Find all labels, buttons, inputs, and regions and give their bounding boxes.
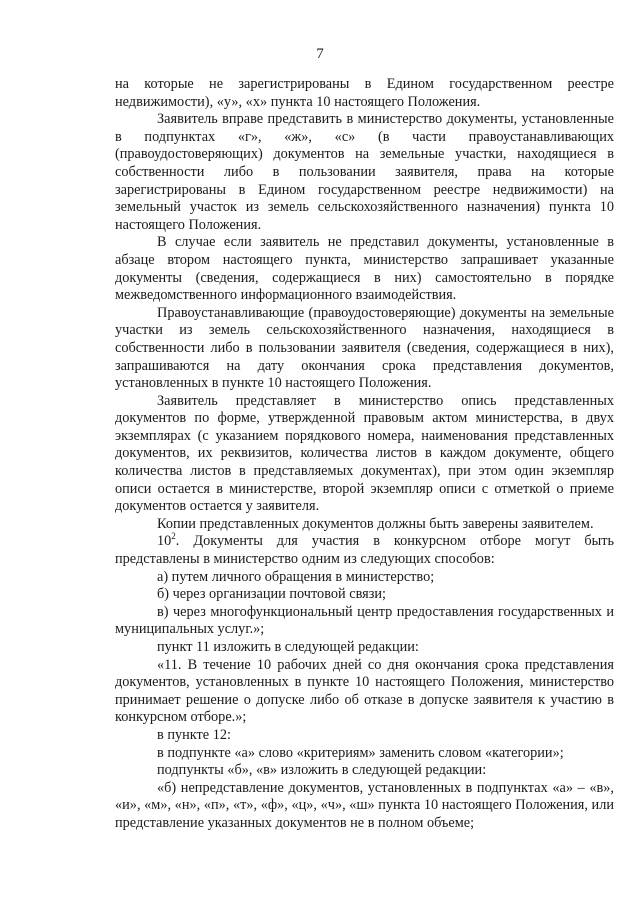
clause-text: . Документы для участия в конкурсном отборе могут быть представлены в министерство одним из следующих способов: [115,533,614,568]
paragraph: «11. В течение 10 рабочих дней со дня окончания срока представления документов, установленных в пункте 10 настоящего Положения, министерство принимает решение о допуске либо об отказе в допуске заявителя к участию в конкурсном отборе.»; [115,656,614,726]
paragraph: на которые не зарегистрированы в Едином государственном реестре недвижимости), «у», «х» пункта 10 настоящего Положения. [115,76,614,110]
clause-number: 10 [157,533,172,550]
list-item: а) путем личного обращения в министерство; [157,568,435,585]
paragraph: в пункте 12: [157,726,231,743]
paragraph: Заявитель вправе представить в министерство документы, установленные в подпунктах «г», «ж», «с» (в части правоустанавливающих (правоудостоверяющих) документов на земельные участки, находящиеся в собственности либо в пользовании заявителя, права на которые зарегистрированы в Едином государственном реестре недвижимости) на земельный участок из земель сельскохозяйственного назначения) пункта 10 настоящего Положения. [115,111,614,233]
paragraph: подпункты «б», «в» изложить в следующей редакции: [157,762,487,779]
paragraph: в подпункте «а» слово «критериям» заменить словом «категории»; [157,744,564,761]
document-body [115,76,614,833]
paragraph: Копии представленных документов должны быть заверены заявителем. [157,515,594,532]
list-item: в) через многофункциональный центр предоставления государственных и муниципальных услуг.»; [115,603,614,638]
paragraph: «б) непредставление документов, установленных в подпунктах «а» – «в», «и», «м», «н», «п», «т», «ф», «ц», «ч», «ш» пункта 10 настоящего Положения, или представление указанных документов не в полном объеме; [115,779,614,831]
clause-superscript: 2 [171,531,176,542]
paragraph: Правоустанавливающие (правоудостоверяющие) документы на земельные участки из земель сельскохозяйственного назначения, находящиеся в собственности либо в пользовании заявителя (сведения, содержащиеся в них), запрашиваются на дату окончания срока представления документов, установленных в пункте 10 настоящего Положения. [115,304,614,392]
paragraph-clause-number [115,533,614,568]
list-item: б) через организации почтовой связи; [157,586,386,603]
paragraph: Заявитель представляет в министерство опись представленных документов по форме, утвержденной правовым актом министерства, в двух экземплярах (с указанием порядкового номера, наименования представленных документов, их реквизитов, количества листов в каждом документе, общего количества листов в представляемых документах), при этом один экземпляр описи остается в министерстве, второй экземпляр описи с отметкой о приеме документов остается у заявителя. [115,392,614,515]
page-number: 7 [316,46,324,62]
paragraph: В случае если заявитель не представил документы, установленные в абзаце втором настоящего пункта, министерство запрашивает указанные документы (сведения, содержащиеся в них) самостоятельно в порядке межведомственного информационного взаимодействия. [115,234,614,304]
paragraph: пункт 11 изложить в следующей редакции: [157,639,419,655]
